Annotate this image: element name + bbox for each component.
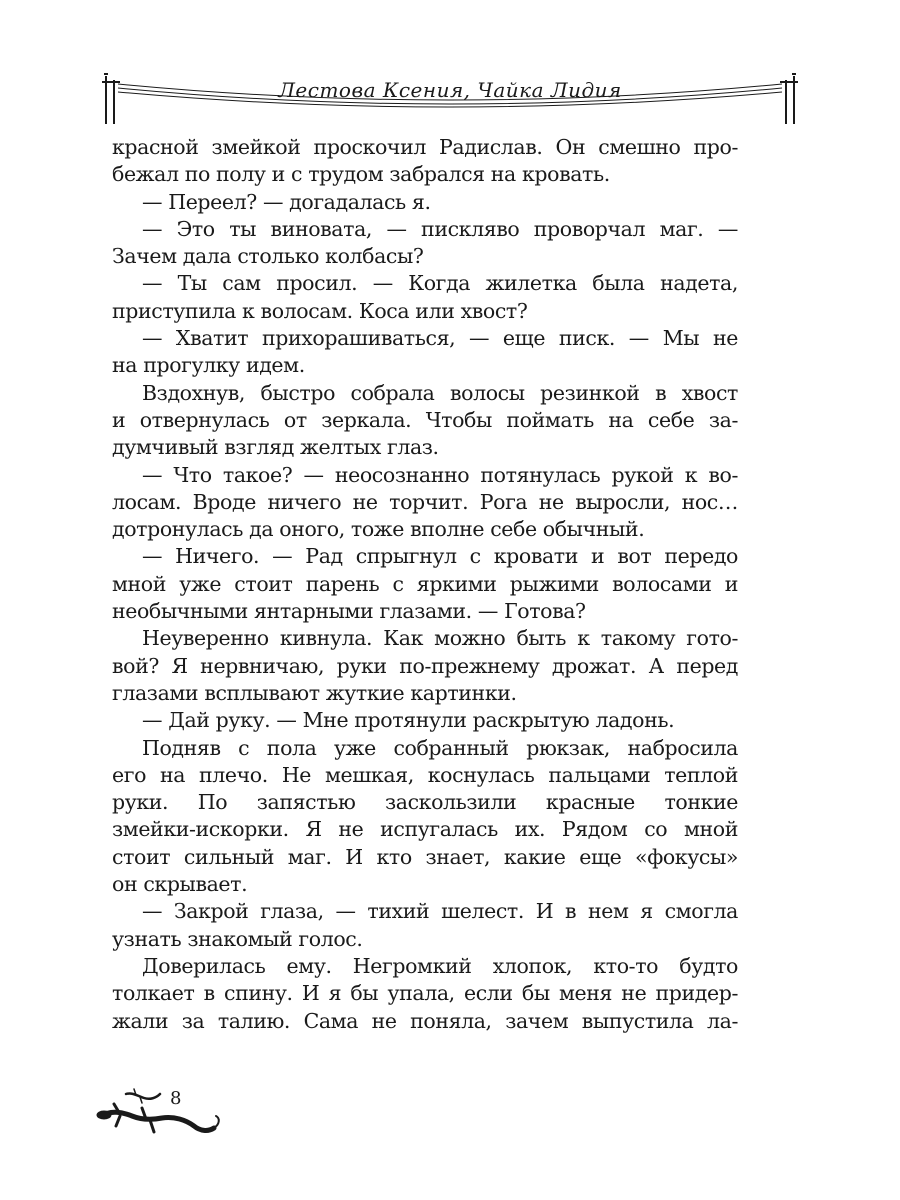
text-line: — Переел? — догадалась я. — [142, 189, 431, 214]
text-line: на прогулку идем. — [112, 353, 305, 378]
text-line: необычными янтарными глазами. — Готова? — [112, 599, 586, 624]
body-text — [112, 134, 738, 1035]
text-line: — Что такое? — неосознанно потянулась рукой к во- — [142, 462, 738, 487]
text-line: Доверилась ему. Негромкий хлопок, кто-то будто — [142, 953, 738, 978]
text-line: он скрывает. — [112, 872, 248, 897]
text-line: мной уже стоит парень с яркими рыжими волосами и — [112, 571, 738, 596]
text-line: жали за талию. Сама не поняла, зачем выпустила ла- — [112, 1008, 738, 1033]
text-line: узнать знакомый голос. — [112, 926, 363, 951]
text-line: вой? Я нервничаю, руки по-прежнему дрожат. А перед — [112, 653, 738, 678]
text-line: — Ты сам просил. — Когда жилетка была надета, — [142, 271, 738, 296]
text-line: — Дай руку. — Мне протянули раскрытую ладонь. — [142, 708, 675, 733]
text-line: руки. По запястью заскользили красные тонкие — [112, 790, 738, 815]
text-line: думчивый взгляд желтых глаз. — [112, 435, 439, 460]
header-title: Лестова Ксения, Чайка Лидия — [278, 78, 622, 102]
text-line: бежал по полу и с трудом забрался на кровать. — [112, 162, 610, 187]
text-line: Зачем дала столько колбасы? — [112, 244, 424, 269]
text-line: красной змейкой проскочил Радислав. Он смешно про- — [112, 135, 738, 159]
lizard-icon — [96, 1086, 226, 1146]
text-line: змейки-искорки. Я не испугалась их. Рядом со мной — [112, 817, 738, 842]
running-header — [100, 68, 800, 130]
text-line: его на плечо. Не мешкая, коснулась пальцами теплой — [112, 762, 738, 787]
text-line: толкает в спину. И я бы упала, если бы меня не придер- — [112, 981, 738, 1006]
text-line: — Закрой глаза, — тихий шелест. И в нем я смогла — [142, 899, 738, 924]
page-footer — [96, 1086, 226, 1146]
text-line: глазами всплывают жуткие картинки. — [112, 680, 517, 705]
text-line: и отвернулась от зеркала. Чтобы поймать на себе за- — [112, 407, 738, 432]
text-line: стоит сильный маг. И кто знает, какие еще «фокусы» — [112, 844, 738, 869]
text-line: дотронулась да оного, тоже вполне себе обычный. — [112, 517, 645, 542]
text-line: Неуверенно кивнула. Как можно быть к такому гото- — [142, 626, 738, 651]
text-line: лосам. Вроде ничего не торчит. Рога не выросли, нос… — [112, 489, 738, 514]
text-line: приступила к волосам. Коса или хвост? — [112, 298, 528, 323]
page-number: 8 — [170, 1088, 182, 1109]
text-line: Вздохнув, быстро собрала волосы резинкой в хвост — [142, 380, 738, 405]
text-line: — Это ты виновата, — пискляво проворчал маг. — — [142, 216, 738, 241]
text-line: Подняв с пола уже собранный рюкзак, набросила — [142, 735, 738, 760]
text-line: — Ничего. — Рад спрыгнул с кровати и вот передо — [142, 544, 738, 569]
text-line: — Хватит прихорашиваться, — еще писк. — Мы не — [142, 326, 738, 351]
